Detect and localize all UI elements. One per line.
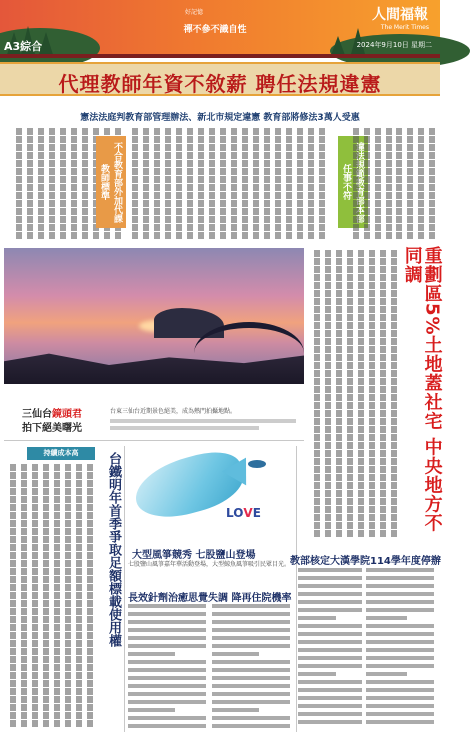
text-line [128,724,206,728]
text-column [152,128,161,240]
text-column [47,128,56,240]
sunrise-photo[interactable] [4,248,304,384]
text-column [74,464,83,730]
love-heart: V [243,506,253,520]
text-line [212,684,290,688]
text-line [212,676,290,680]
article-text-block [128,604,206,732]
text-column [323,250,332,540]
text-column [345,250,354,540]
text-line [298,576,362,580]
text-line [128,612,206,616]
text-line [298,600,362,604]
text-line [298,616,336,620]
text-column [207,128,216,240]
text-line [366,600,434,604]
text-line [298,696,362,700]
text-column [334,250,343,540]
caption-place: 三仙台 [22,409,52,420]
text-column [58,128,67,240]
text-line [128,716,206,720]
text-line [298,584,362,588]
text-line [298,656,362,660]
text-column [196,128,205,240]
text-line [298,672,336,676]
text-line [298,568,362,572]
text-line [298,648,362,652]
text-line [128,668,206,672]
slogan: 禪不參不識自性 [183,25,247,35]
rail-headline[interactable]: 台鐵明年首季爭取足額標載使用權 [106,452,121,647]
love-text: E [252,506,261,520]
text-line [212,628,290,632]
slogan-top: 好記憶 [185,9,204,16]
text-column [374,128,383,244]
caption-line2: 拍下絕美曙光 [22,422,82,434]
love-sign [226,506,261,520]
text-line [212,620,290,624]
text-column [229,128,238,240]
text-line [128,652,175,656]
text-line [366,624,434,628]
text-column [312,250,321,540]
photo1-note-text: 台東三仙台近期景色絕美，成為熱門拍攝地點。 [110,408,237,415]
text-line [366,664,434,668]
text-line [298,624,362,628]
text-column [240,128,249,240]
text-line [212,724,290,728]
text-line [212,708,259,712]
section-tag: A3綜合 [4,40,43,53]
text-line [366,688,434,692]
text-column [389,250,398,540]
text-line [298,720,362,724]
text-column [352,128,361,244]
article-text-block [4,464,94,730]
text-column [36,128,45,240]
text-column [163,128,172,240]
text-line [366,592,434,596]
masthead [0,0,440,58]
text-column [8,464,17,730]
text-column [395,128,404,244]
text-line [366,632,434,636]
text-column [25,128,34,240]
text-line [128,692,206,696]
story-headline[interactable]: 教部核定大漢學院114學年度停辦 [290,556,441,567]
text-column [63,464,72,730]
love-text: LO [226,506,244,520]
text-column [363,128,372,244]
text-line [110,419,296,423]
photo1-note [110,408,296,433]
article-text-block [212,604,290,732]
text-column [417,128,426,244]
sub-headline: 憲法法庭判教育部管理辦法、新北市規定違憲 教育部將修法3萬人受惠 [80,113,360,123]
text-line [212,604,290,608]
sidebar-heading-orange: 不合教育部外加代課教師標準 [96,136,126,228]
text-line [366,720,434,724]
text-line [128,644,206,648]
newspaper-logo[interactable]: 人間福報 [372,7,428,23]
text-column [80,128,89,240]
text-line [298,640,362,644]
text-line [298,632,362,636]
newspaper-logo-sub: The Merit Times [380,24,429,31]
text-column [356,250,365,540]
text-line [366,568,434,572]
text-line [366,584,434,588]
text-column [85,464,94,730]
text-column [130,128,139,240]
text-column [52,464,61,730]
text-column [30,464,39,730]
text-line [128,628,206,632]
text-line [212,612,290,616]
text-line [128,676,206,680]
text-line [212,660,290,664]
text-line [128,604,206,608]
text-line [128,660,206,664]
caption-highlight: 鏡頭君 [52,409,82,420]
text-column [19,464,28,730]
small-whale-kite [248,460,266,468]
text-line [298,664,362,668]
text-line [212,652,259,656]
right-headline[interactable]: 重劃區5%土地蓋社宅 中央地方不同調 [401,246,443,533]
text-column [185,128,194,240]
text-column [174,128,183,240]
text-column [295,128,304,240]
text-column [367,250,376,540]
text-line [366,704,434,708]
divider [124,446,125,732]
kite-photo[interactable] [128,450,278,542]
text-line [212,692,290,696]
article-text-block [126,128,326,240]
text-line [298,712,362,716]
sidebar-heading-green: 育 任事不符 [338,136,368,228]
text-line [366,640,434,644]
text-line [212,716,290,720]
text-line [366,672,407,676]
text-line [212,668,290,672]
text-column [218,128,227,240]
text-column [284,128,293,240]
text-column [262,128,271,240]
text-column [141,128,150,240]
section-label: 持續成本高 [27,447,95,460]
divider [296,446,297,732]
text-line [298,704,362,708]
text-line [128,620,206,624]
masthead-strip [0,54,440,58]
text-column [251,128,260,240]
main-headline[interactable]: 代理教師年資不敘薪 聘任法規違憲 [58,72,382,96]
text-line [366,648,434,652]
text-line [366,680,434,684]
text-column [384,128,393,244]
divider [4,440,304,441]
headline-bar [0,62,440,96]
photo2-note: 七股鹽山風箏嘉年華活動登場，大型鯨魚風箏吸引民眾目光。 [128,561,291,568]
text-line [366,576,434,580]
text-column [406,128,415,244]
text-line [110,426,259,430]
photo-caption-strip [4,388,304,404]
text-line [298,608,362,612]
text-column [69,128,78,240]
text-line [212,644,290,648]
issue-date: 2024年9月10日 星期二 [356,41,432,49]
text-line [298,592,362,596]
photo2-title[interactable]: 大型風箏競秀 七股鹽山登場 [132,550,256,561]
text-line [366,656,434,660]
article-text-block [366,568,434,728]
text-column [273,128,282,240]
photo1-caption [22,408,82,435]
text-line [128,708,175,712]
text-column [41,464,50,730]
text-line [128,636,206,640]
article-text-block [298,568,362,728]
text-line [128,684,206,688]
text-column [378,250,387,540]
text-line [298,688,362,692]
article-text-block [312,250,398,540]
text-line [366,696,434,700]
text-line [366,608,434,612]
article-text-block [352,128,436,244]
text-line [212,636,290,640]
text-column [14,128,23,240]
text-column [317,128,326,240]
text-column [306,128,315,240]
text-line [298,680,362,684]
text-line [212,700,290,704]
text-line [366,616,407,620]
text-line [366,712,434,716]
text-column [427,128,436,244]
text-line [128,700,206,704]
story-headline[interactable]: 長效針劑治癒思覺失調 降再住院機率 [128,593,292,604]
